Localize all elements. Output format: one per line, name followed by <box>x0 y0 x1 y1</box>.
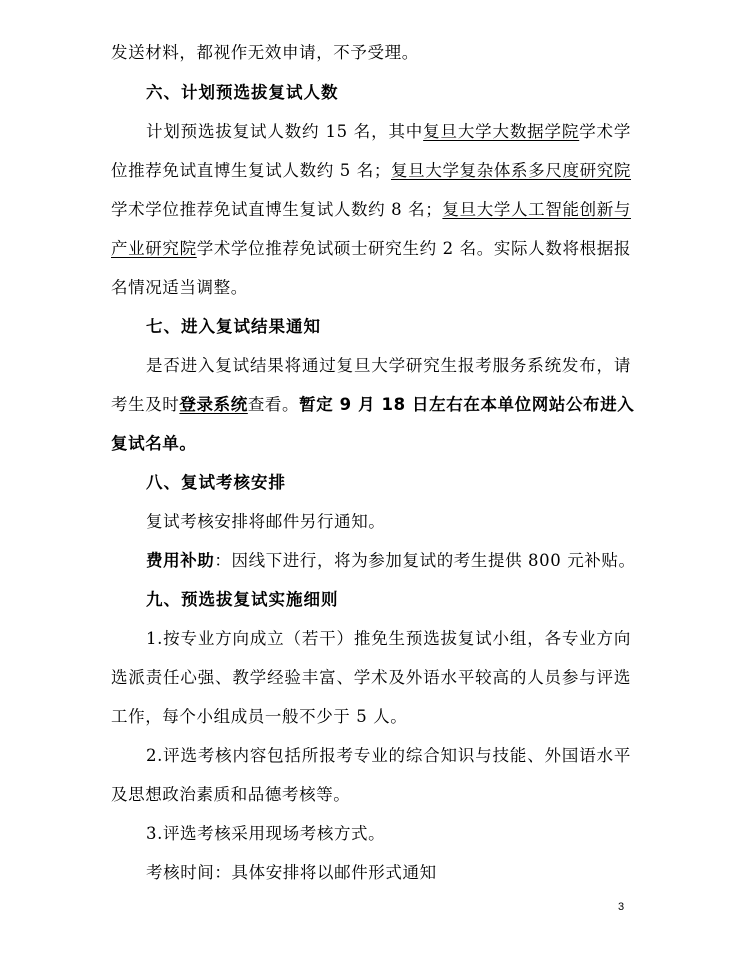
institution-link-text: 复旦大学人工智能创新与 <box>442 200 631 219</box>
text-line: 及思想政治素质和品德考核等。 <box>111 785 351 804</box>
page-number: 3 <box>618 901 625 913</box>
section-heading-9: 九、预选拔复试实施细则 <box>146 590 339 609</box>
section-heading-6: 六、计划预选拔复试人数 <box>146 83 339 102</box>
text-line: 发送材料，都视作无效申请，不予受理。 <box>111 43 419 62</box>
text-line: 3.评选考核采用现场考核方式。 <box>146 824 386 843</box>
text-line: 2.评选考核内容包括所报考专业的综合知识与技能、外国语水平 <box>146 746 631 765</box>
text-line: 计划预选拔复试人数约 15 名，其中复旦大学大数据学院学术学 <box>146 122 631 141</box>
section-heading-8: 八、复试考核安排 <box>146 473 286 492</box>
text-line: 考核时间：具体安排将以邮件形式通知 <box>146 863 437 882</box>
text-line: 复试考核安排将邮件另行通知。 <box>146 512 386 531</box>
institution-link-text: 产业研究院 <box>111 239 197 258</box>
text-line: 选派责任心强、教学经验丰富、学术及外语水平较高的人员参与评选 <box>111 668 631 687</box>
text-line: 工作，每个小组成员一般不少于 5 人。 <box>111 707 408 726</box>
login-system-link[interactable]: 登录系统 <box>179 395 248 414</box>
text-line: 产业研究院学术学位推荐免试硕士研究生约 2 名。实际人数将根据报 <box>111 239 631 258</box>
institution-link-text: 复旦大学大数据学院 <box>423 122 580 141</box>
institution-link-text: 复旦大学复杂体系多尺度研究院 <box>390 161 631 180</box>
text-line: 复试名单。 <box>111 434 197 453</box>
text-line: 考生及时登录系统查看。暂定 9 月 18 日左右在本单位网站公布进入 <box>111 395 635 414</box>
text-line: 学术学位推荐免试直博生复试人数约 8 名；复旦大学人工智能创新与 <box>111 200 631 219</box>
text-line: 名情况适当调整。 <box>111 278 248 297</box>
text-line: 费用补助：因线下进行，将为参加复试的考生提供 800 元补贴。 <box>146 551 636 570</box>
text-line: 1.按专业方向成立（若干）推免生预选拔复试小组，各专业方向 <box>146 629 631 648</box>
text-line: 位推荐免试直博生复试人数约 5 名；复旦大学复杂体系多尺度研究院 <box>111 161 631 180</box>
text-line: 是否进入复试结果将通过复旦大学研究生报考服务系统发布，请 <box>146 356 631 375</box>
section-heading-7: 七、进入复试结果通知 <box>146 317 321 336</box>
